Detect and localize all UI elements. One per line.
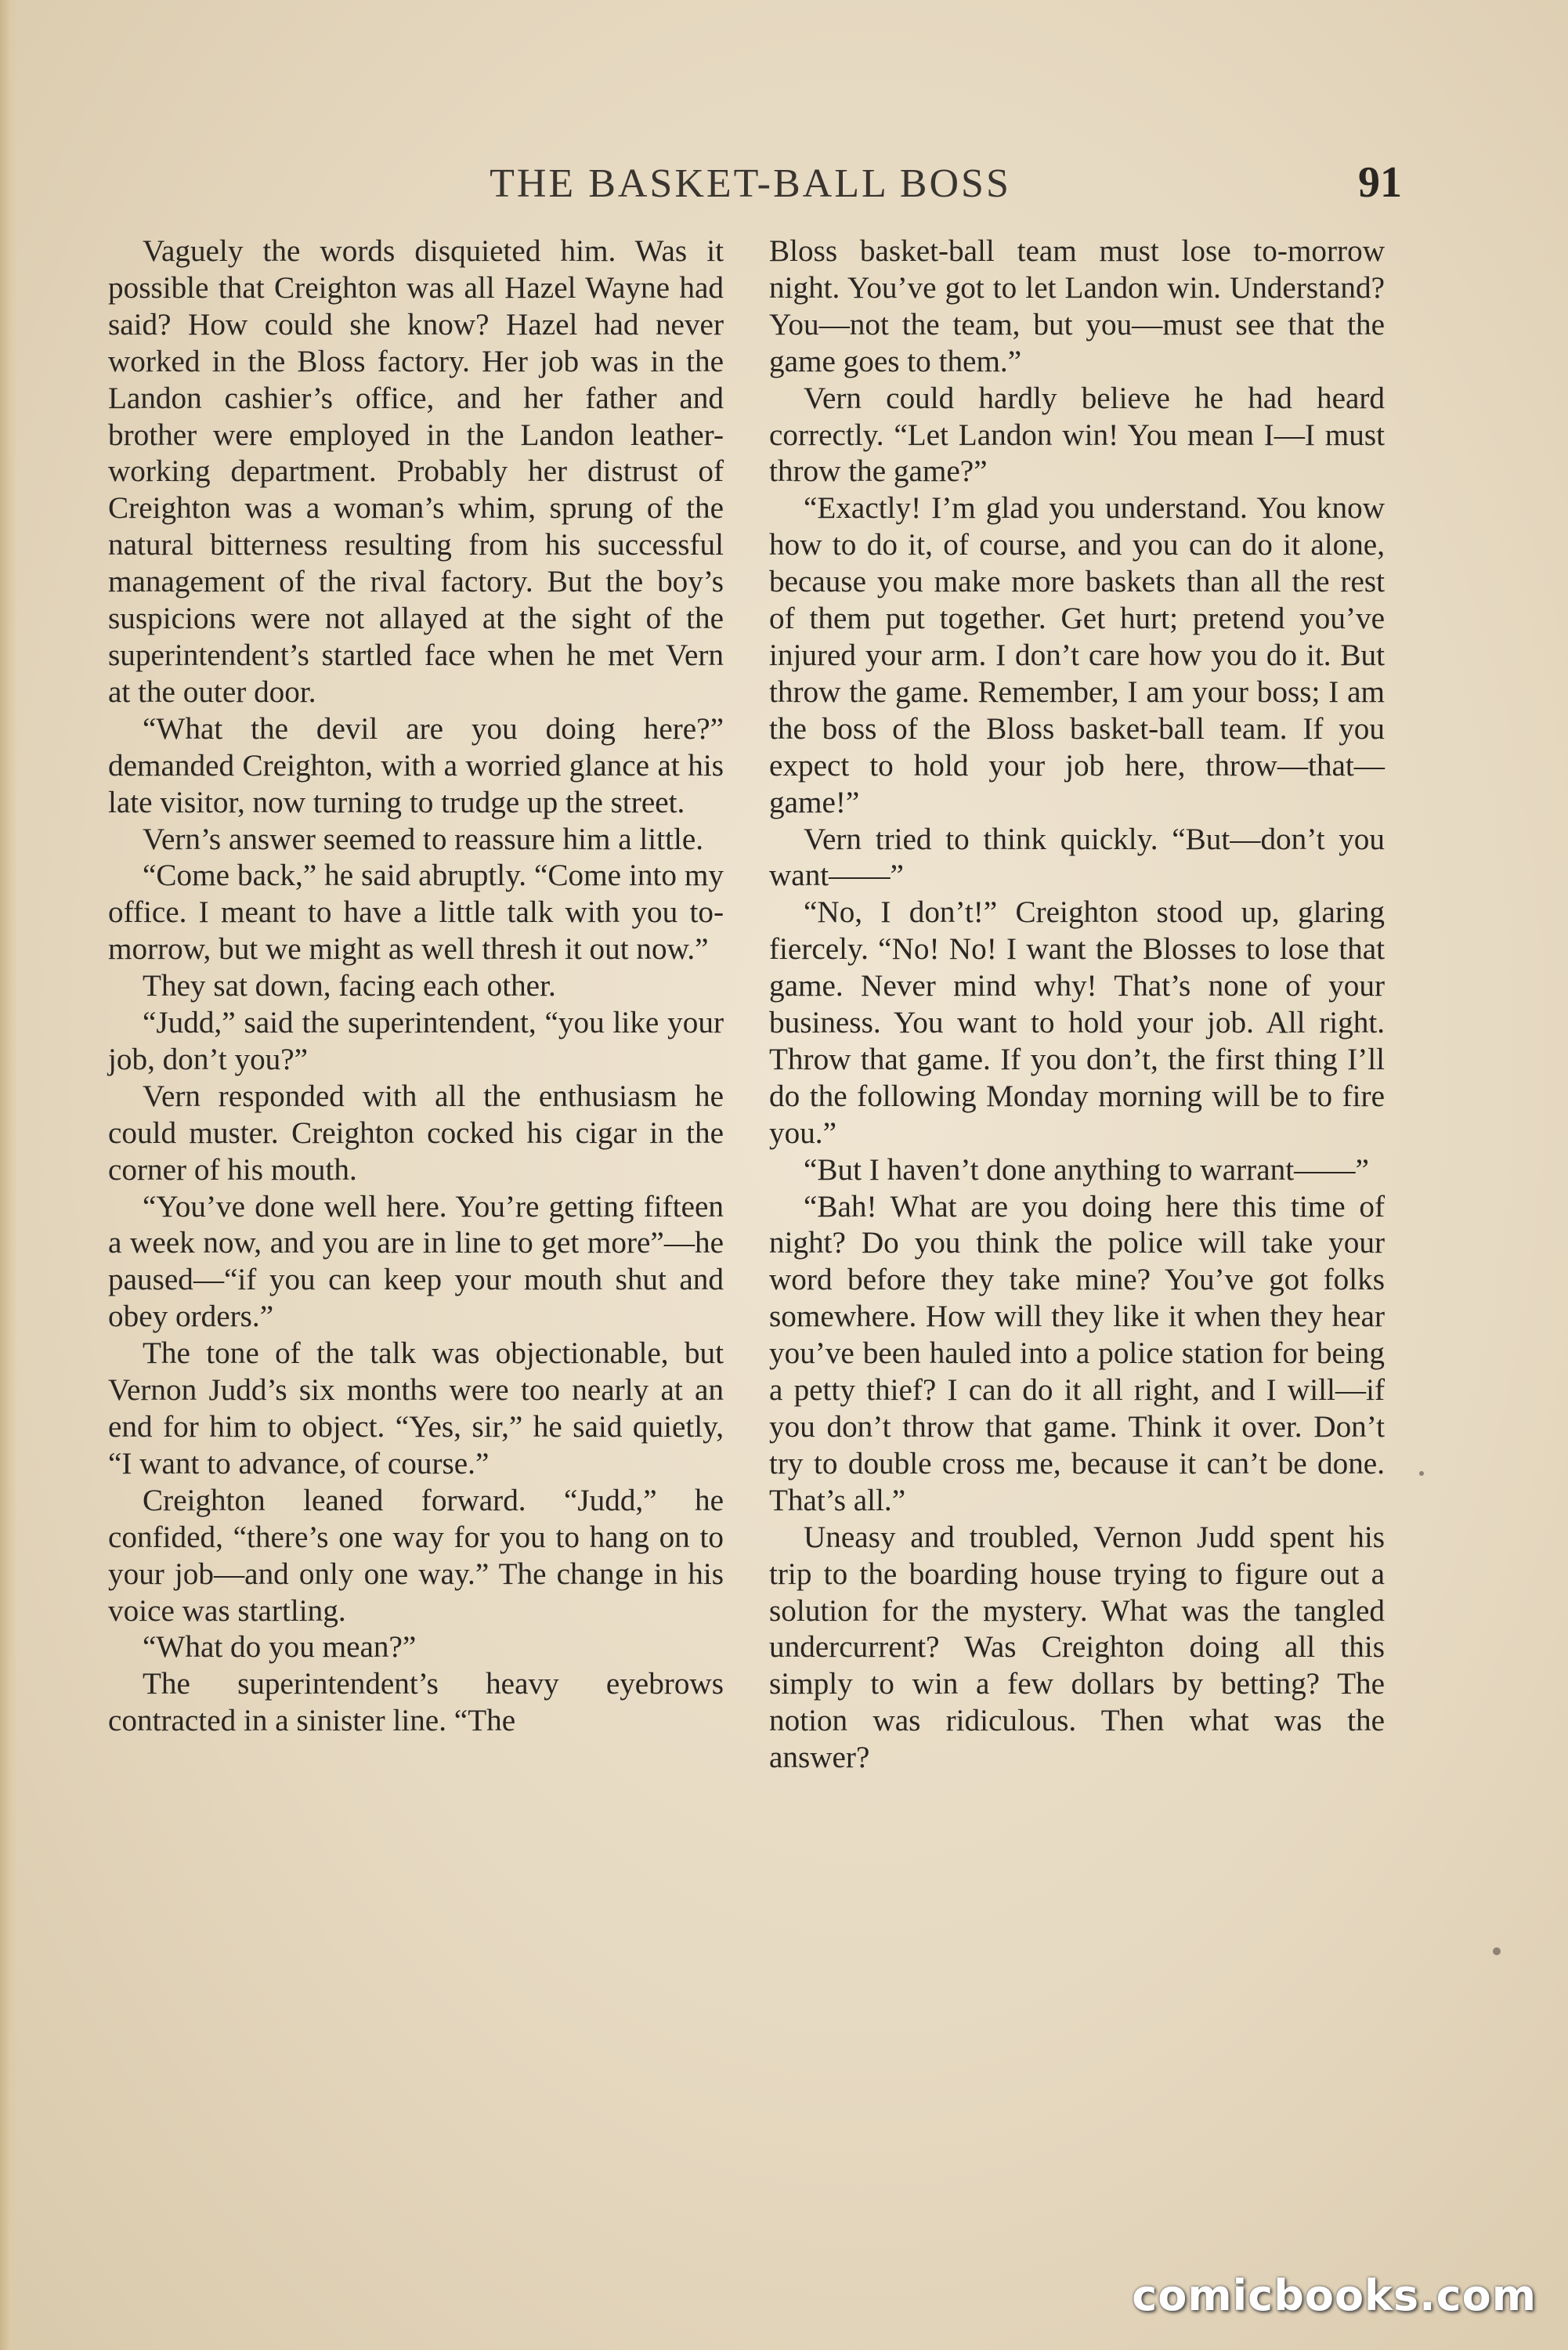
paragraph: “What the devil are you doing here?” demanded Creighton, with a worried glance at his late visitor, now turning to trudge up the street. xyxy=(108,711,724,819)
paper-speck xyxy=(1493,1947,1501,1955)
paragraph: “Exactly! I’m glad you understand. You know how to do it, of course, and you can do it alone, because you make more baskets than all the rest of them put together. Get hurt; pretend you’ve injured your arm. I don’t care how you do it. But throw the game. Remember, I am your boss; I am the boss of the Bloss basket-ball team. If you expect to hold your job here, throw—that—game!” xyxy=(769,491,1385,819)
paragraph: Vern’s answer seemed to reassure him a little. xyxy=(143,822,704,856)
paragraph: “Come back,” he said abruptly. “Come into my office. I meant to have a little talk with you to-morrow, but we might as well thresh it out now.” xyxy=(108,859,724,967)
paragraph: “You’ve done well here. You’re getting fifteen a week now, and you are in line to get more”—he paused—“if you can keep your mouth shut and obey orders.” xyxy=(108,1189,724,1334)
paragraph: “But I haven’t done anything to warrant——” xyxy=(804,1152,1369,1187)
right-column xyxy=(769,233,1385,1777)
paragraph: Vern responded with all the enthusiasm he could muster. Creighton cocked his cigar in the corner of his mouth. xyxy=(108,1079,724,1187)
paragraph: “Bah! What are you doing here this time of night? Do you think the police will take your word before they take mine? You’ve got folks somewhere. How will they like it when they hear you’ve been hauled into a police station for being a petty thief? I can do it all right, and I will—if you don’t throw that game. Think it over. Don’t try to double cross me, because it can’t be done. That’s all.” xyxy=(769,1189,1385,1517)
paragraph: Vern tried to think quickly. “But—don’t you want——” xyxy=(769,822,1385,893)
paragraph: Creighton leaned forward. “Judd,” he confided, “there’s one way for you to hang on to your job—and only one way.” The change in his voice was startling. xyxy=(108,1483,724,1628)
paragraph: The tone of the talk was objectionable, but Vernon Judd’s six months were too nearly at an end for him to object. “Yes, sir,” he said quietly, “I want to advance, of course.” xyxy=(108,1336,724,1480)
paragraph: Uneasy and troubled, Vernon Judd spent his trip to the boarding house trying to figure out a solution for the mystery. What was the tangled undercurrent? Was Creighton doing all this simply to win a few dollars by betting? The notion was ridiculous. Then what was the answer? xyxy=(769,1520,1385,1775)
paper-speck xyxy=(1419,1471,1424,1476)
paragraph: “What do you mean?” xyxy=(143,1630,417,1665)
paragraph: Vaguely the words disquieted him. Was it possible that Creighton was all Hazel Wayne had said? How could she know? Hazel had never worked in the Bloss factory. Her job was in the Landon cashier’s office, and her father and brother were employed in the Landon leather-working department. Probably her distrust of Creighton was a woman’s whim, sprung of the natural bitterness resulting from his successful management of the rival factory. But the boy’s suspicions were not allayed at the sight of the superintendent’s startled face when he met Vern at the outer door. xyxy=(108,234,724,709)
paragraph: They sat down, facing each other. xyxy=(143,969,556,1003)
watermark: comicbooks.com xyxy=(1132,2271,1537,2320)
page-number: 91 xyxy=(1358,158,1402,207)
left-column xyxy=(108,233,724,1740)
running-title: THE BASKET-BALL BOSS xyxy=(490,161,1011,206)
paragraph: Vern could hardly believe he had heard correctly. “Let Landon win! You mean I—I must throw the game?” xyxy=(769,381,1385,489)
page-binding-edge xyxy=(0,0,17,2350)
page-header xyxy=(108,158,1402,215)
paragraph: “No, I don’t!” Creighton stood up, glaring fiercely. “No! No! I want the Blosses to lose that game. Never mind why! That’s none of your business. You want to hold your job. All right. Throw that game. If you don’t, the first thing I’ll do the following Monday morning will be to fire you.” xyxy=(769,895,1385,1150)
continued-paragraph: Bloss basket-ball team must lose to-morrow night. You’ve got to let Landon win. Understand? You—not the team, but you—must see that the game goes to them.” xyxy=(769,234,1385,378)
paragraph: “Judd,” said the superintendent, “you like your job, don’t you?” xyxy=(108,1006,724,1076)
paragraph: The superintendent’s heavy eyebrows contracted in a sinister line. “The xyxy=(108,1667,724,1738)
